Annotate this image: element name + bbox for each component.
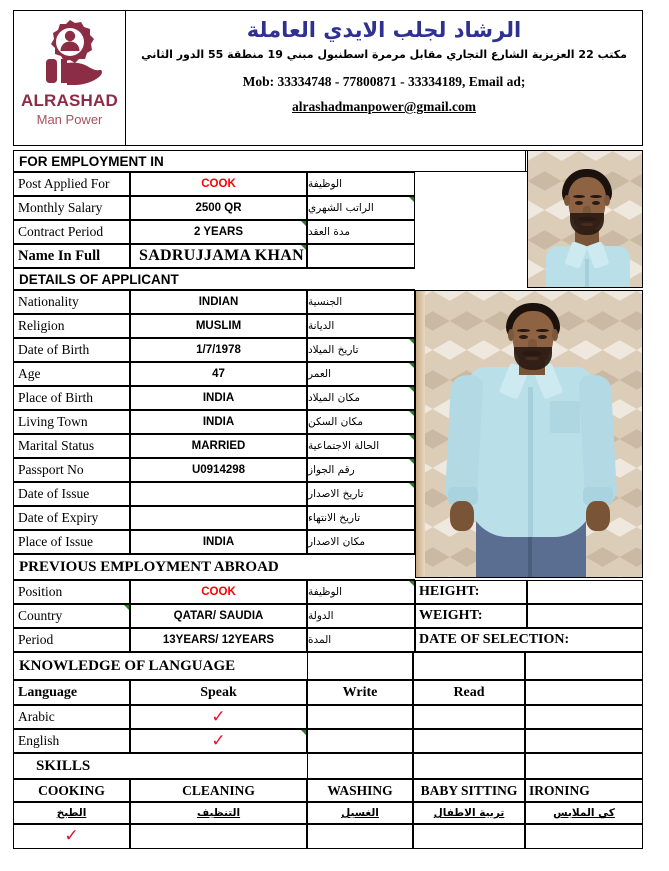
fullbody-hand-left (450, 501, 474, 531)
fullbody-ear-right (552, 329, 558, 341)
cell-comment-marker (409, 483, 414, 488)
alrashad-gear-person-hand-icon (38, 17, 102, 91)
cell-comment-marker (409, 459, 414, 464)
value-age: 47 (130, 362, 307, 386)
arabic-prev-position: الوظيفة (307, 580, 415, 604)
label-prev-position: Position (13, 580, 130, 604)
letterhead-header (13, 10, 643, 146)
portrait-ear-left (564, 195, 570, 206)
value-weight[interactable] (527, 604, 643, 628)
language-speak-check-arabic[interactable]: ✓ (130, 705, 307, 729)
label-religion: Religion (13, 314, 130, 338)
language-extra-cell-english[interactable] (525, 729, 643, 753)
logo-brand-text: ALRASHAD (21, 91, 118, 110)
portrait-shirt-placket (585, 259, 589, 288)
label-prev-period: Period (13, 628, 130, 652)
cell-comment-marker (409, 339, 414, 344)
language-row-label-arabic: Arabic (13, 705, 130, 729)
skill-arabic-cleaning: التنظيف (130, 802, 307, 824)
value-contract-period: 2 YEARS (130, 220, 307, 244)
cell-comment-marker (301, 730, 306, 735)
fullbody-brow-left (517, 329, 530, 332)
label-place-of-issue: Place of Issue (13, 530, 130, 554)
label-height: HEIGHT: (415, 580, 527, 604)
arabic-contract-period: مدة العقد (307, 220, 415, 244)
column-header-write: Write (307, 680, 413, 705)
arabic-date-of-birth: تاريخ الميلاد (307, 338, 415, 362)
label-marital-status: Marital Status (13, 434, 130, 458)
cell-comment-marker (124, 605, 129, 610)
portrait-ear-right (604, 195, 610, 206)
label-post-applied-for: Post Applied For (13, 172, 130, 196)
skill-header-baby-sitting: BABY SITTING (413, 779, 525, 802)
cell-comment-marker (409, 435, 414, 440)
arabic-place-of-birth: مكان الميلاد (307, 386, 415, 410)
cell-comment-marker (301, 245, 306, 250)
fullbody-shirt-pocket (550, 401, 580, 433)
fullbody-eye-right (538, 335, 547, 339)
section-header-previous-employment: PREVIOUS EMPLOYMENT ABROAD (13, 554, 415, 580)
arabic-marital-status: الحالة الاجتماعية (307, 434, 415, 458)
language-speak-check-english[interactable]: ✓ (130, 729, 307, 753)
company-phone-line: Mob: 33334748 - 77800871 - 33334189, Email ad; (242, 73, 526, 89)
skill-arabic-ironing: كي الملابس (525, 802, 643, 824)
label-weight: WEIGHT: (415, 604, 527, 628)
fullbody-hand-right (586, 501, 610, 531)
label-age: Age (13, 362, 130, 386)
language-read-cell-english[interactable] (413, 729, 525, 753)
cell-comment-marker (301, 221, 306, 226)
portrait-brow-right (590, 195, 602, 198)
skill-mark-cooking[interactable]: ✓ (13, 824, 130, 849)
label-living-town: Living Town (13, 410, 130, 434)
label-prev-country: Country (13, 604, 130, 628)
arabic-monthly-salary: الراتب الشهري (307, 196, 415, 220)
cell-comment-marker (409, 363, 414, 368)
skill-header-ironing: IRONING (525, 779, 643, 802)
skill-arabic-cooking: الطبخ (13, 802, 130, 824)
section-header-employment: FOR EMPLOYMENT IN (13, 150, 525, 172)
skill-mark-ironing[interactable] (525, 824, 643, 849)
applicant-full-body-photo (415, 290, 643, 578)
company-name-arabic: الرشاد لجلب الايدي العاملة (246, 18, 522, 42)
cell-comment-marker (409, 387, 414, 392)
label-date-of-issue: Date of Issue (13, 482, 130, 506)
value-date-of-birth: 1/7/1978 (130, 338, 307, 362)
language-row-label-english: English (13, 729, 130, 753)
skills-header-spacer-2 (413, 753, 525, 779)
value-height[interactable] (527, 580, 643, 604)
value-prev-position: COOK (130, 580, 307, 604)
value-nationality: INDIAN (130, 290, 307, 314)
arabic-religion: الديانة (307, 314, 415, 338)
language-header-spacer-2 (413, 652, 525, 680)
language-extra-cell-arabic[interactable] (525, 705, 643, 729)
column-header-extra (525, 680, 643, 705)
portrait-eye-left (575, 201, 583, 205)
value-prev-country: QATAR/ SAUDIA (130, 604, 307, 628)
value-date-of-expiry (130, 506, 307, 530)
arabic-age: العمر (307, 362, 415, 386)
value-religion: MUSLIM (130, 314, 307, 338)
arabic-date-of-issue: تاريخ الاصدار (307, 482, 415, 506)
value-marital-status: MARRIED (130, 434, 307, 458)
arabic-nationality: الجنسية (307, 290, 415, 314)
section-header-details: DETAILS OF APPLICANT (13, 268, 415, 290)
arabic-prev-period: المدة (307, 628, 415, 652)
value-place-of-birth: INDIA (130, 386, 307, 410)
value-post-applied-for: COOK (130, 172, 307, 196)
portrait-brow-left (573, 195, 585, 198)
fullbody-ear-left (508, 329, 514, 341)
value-passport-no: U0914298 (130, 458, 307, 482)
value-monthly-salary: 2500 QR (130, 196, 307, 220)
arabic-post-applied-for: الوظيفة (307, 172, 415, 196)
label-date-of-expiry: Date of Expiry (13, 506, 130, 530)
fullbody-wall-edge (416, 291, 425, 577)
skill-header-cooking: COOKING (13, 779, 130, 802)
skill-header-cleaning: CLEANING (130, 779, 307, 802)
language-read-cell-arabic[interactable] (413, 705, 525, 729)
arabic-passport-no: رقم الجواز (307, 458, 415, 482)
label-date-of-birth: Date of Birth (13, 338, 130, 362)
skill-mark-washing[interactable] (307, 824, 413, 849)
cell-comment-marker (409, 411, 414, 416)
value-prev-period: 13YEARS/ 12YEARS (130, 628, 307, 652)
arabic-date-of-expiry: تاريخ الانتهاء (307, 506, 415, 530)
portrait-mouth (581, 223, 593, 226)
skill-arabic-baby-sitting: تربية الاطفال (413, 802, 525, 824)
fullbody-mouth (525, 357, 539, 360)
value-name-in-full: SADRUJJAMA KHAN (130, 244, 307, 268)
fullbody-shirt-placket (528, 387, 533, 537)
label-monthly-salary: Monthly Salary (13, 196, 130, 220)
value-living-town: INDIA (130, 410, 307, 434)
column-header-speak: Speak (130, 680, 307, 705)
arabic-living-town: مكان السكن (307, 410, 415, 434)
language-write-cell-english[interactable] (307, 729, 413, 753)
skill-header-washing: WASHING (307, 779, 413, 802)
value-place-of-issue: INDIA (130, 530, 307, 554)
label-nationality: Nationality (13, 290, 130, 314)
skill-mark-cleaning[interactable] (130, 824, 307, 849)
section-header-skills: SKILLS (13, 753, 307, 779)
language-header-spacer-3 (525, 652, 643, 680)
label-passport-no: Passport No (13, 458, 130, 482)
column-header-language: Language (13, 680, 130, 705)
label-place-of-birth: Place of Birth (13, 386, 130, 410)
arabic-place-of-issue: مكان الاصدار (307, 530, 415, 554)
header-text-block (126, 11, 642, 145)
company-logo (14, 11, 126, 145)
logo-tagline-text: Man Power (36, 112, 103, 127)
fullbody-jeans-seam (528, 531, 532, 578)
label-date-of-selection: DATE OF SELECTION: (415, 628, 643, 652)
fullbody-eye-left (519, 335, 528, 339)
applicant-portrait-photo (527, 150, 643, 288)
skill-mark-baby-sitting[interactable] (413, 824, 525, 849)
fullbody-brow-right (536, 329, 549, 332)
skills-header-spacer-1 (307, 753, 413, 779)
cell-comment-marker (409, 197, 414, 202)
company-email[interactable]: alrashadmanpower@gmail.com (292, 99, 476, 115)
value-date-of-issue (130, 482, 307, 506)
skill-arabic-washing: الغسيل (307, 802, 413, 824)
label-name-in-full: Name In Full (13, 244, 130, 268)
language-header-spacer-1 (307, 652, 413, 680)
company-address-arabic: مكتب 22 العزيزية الشارع التجاري مقابل مرمرة اسطنبول مبني 19 منطقة 55 الدور الثاني (141, 48, 627, 62)
section-header-language: KNOWLEDGE OF LANGUAGE (13, 652, 307, 680)
language-write-cell-arabic[interactable] (307, 705, 413, 729)
name-row-spacer (307, 244, 415, 268)
arabic-prev-country: الدولة (307, 604, 415, 628)
label-contract-period: Contract Period (13, 220, 130, 244)
skills-header-spacer-3 (525, 753, 643, 779)
column-header-read: Read (413, 680, 525, 705)
cell-comment-marker (409, 581, 414, 586)
portrait-eye-right (592, 201, 600, 205)
